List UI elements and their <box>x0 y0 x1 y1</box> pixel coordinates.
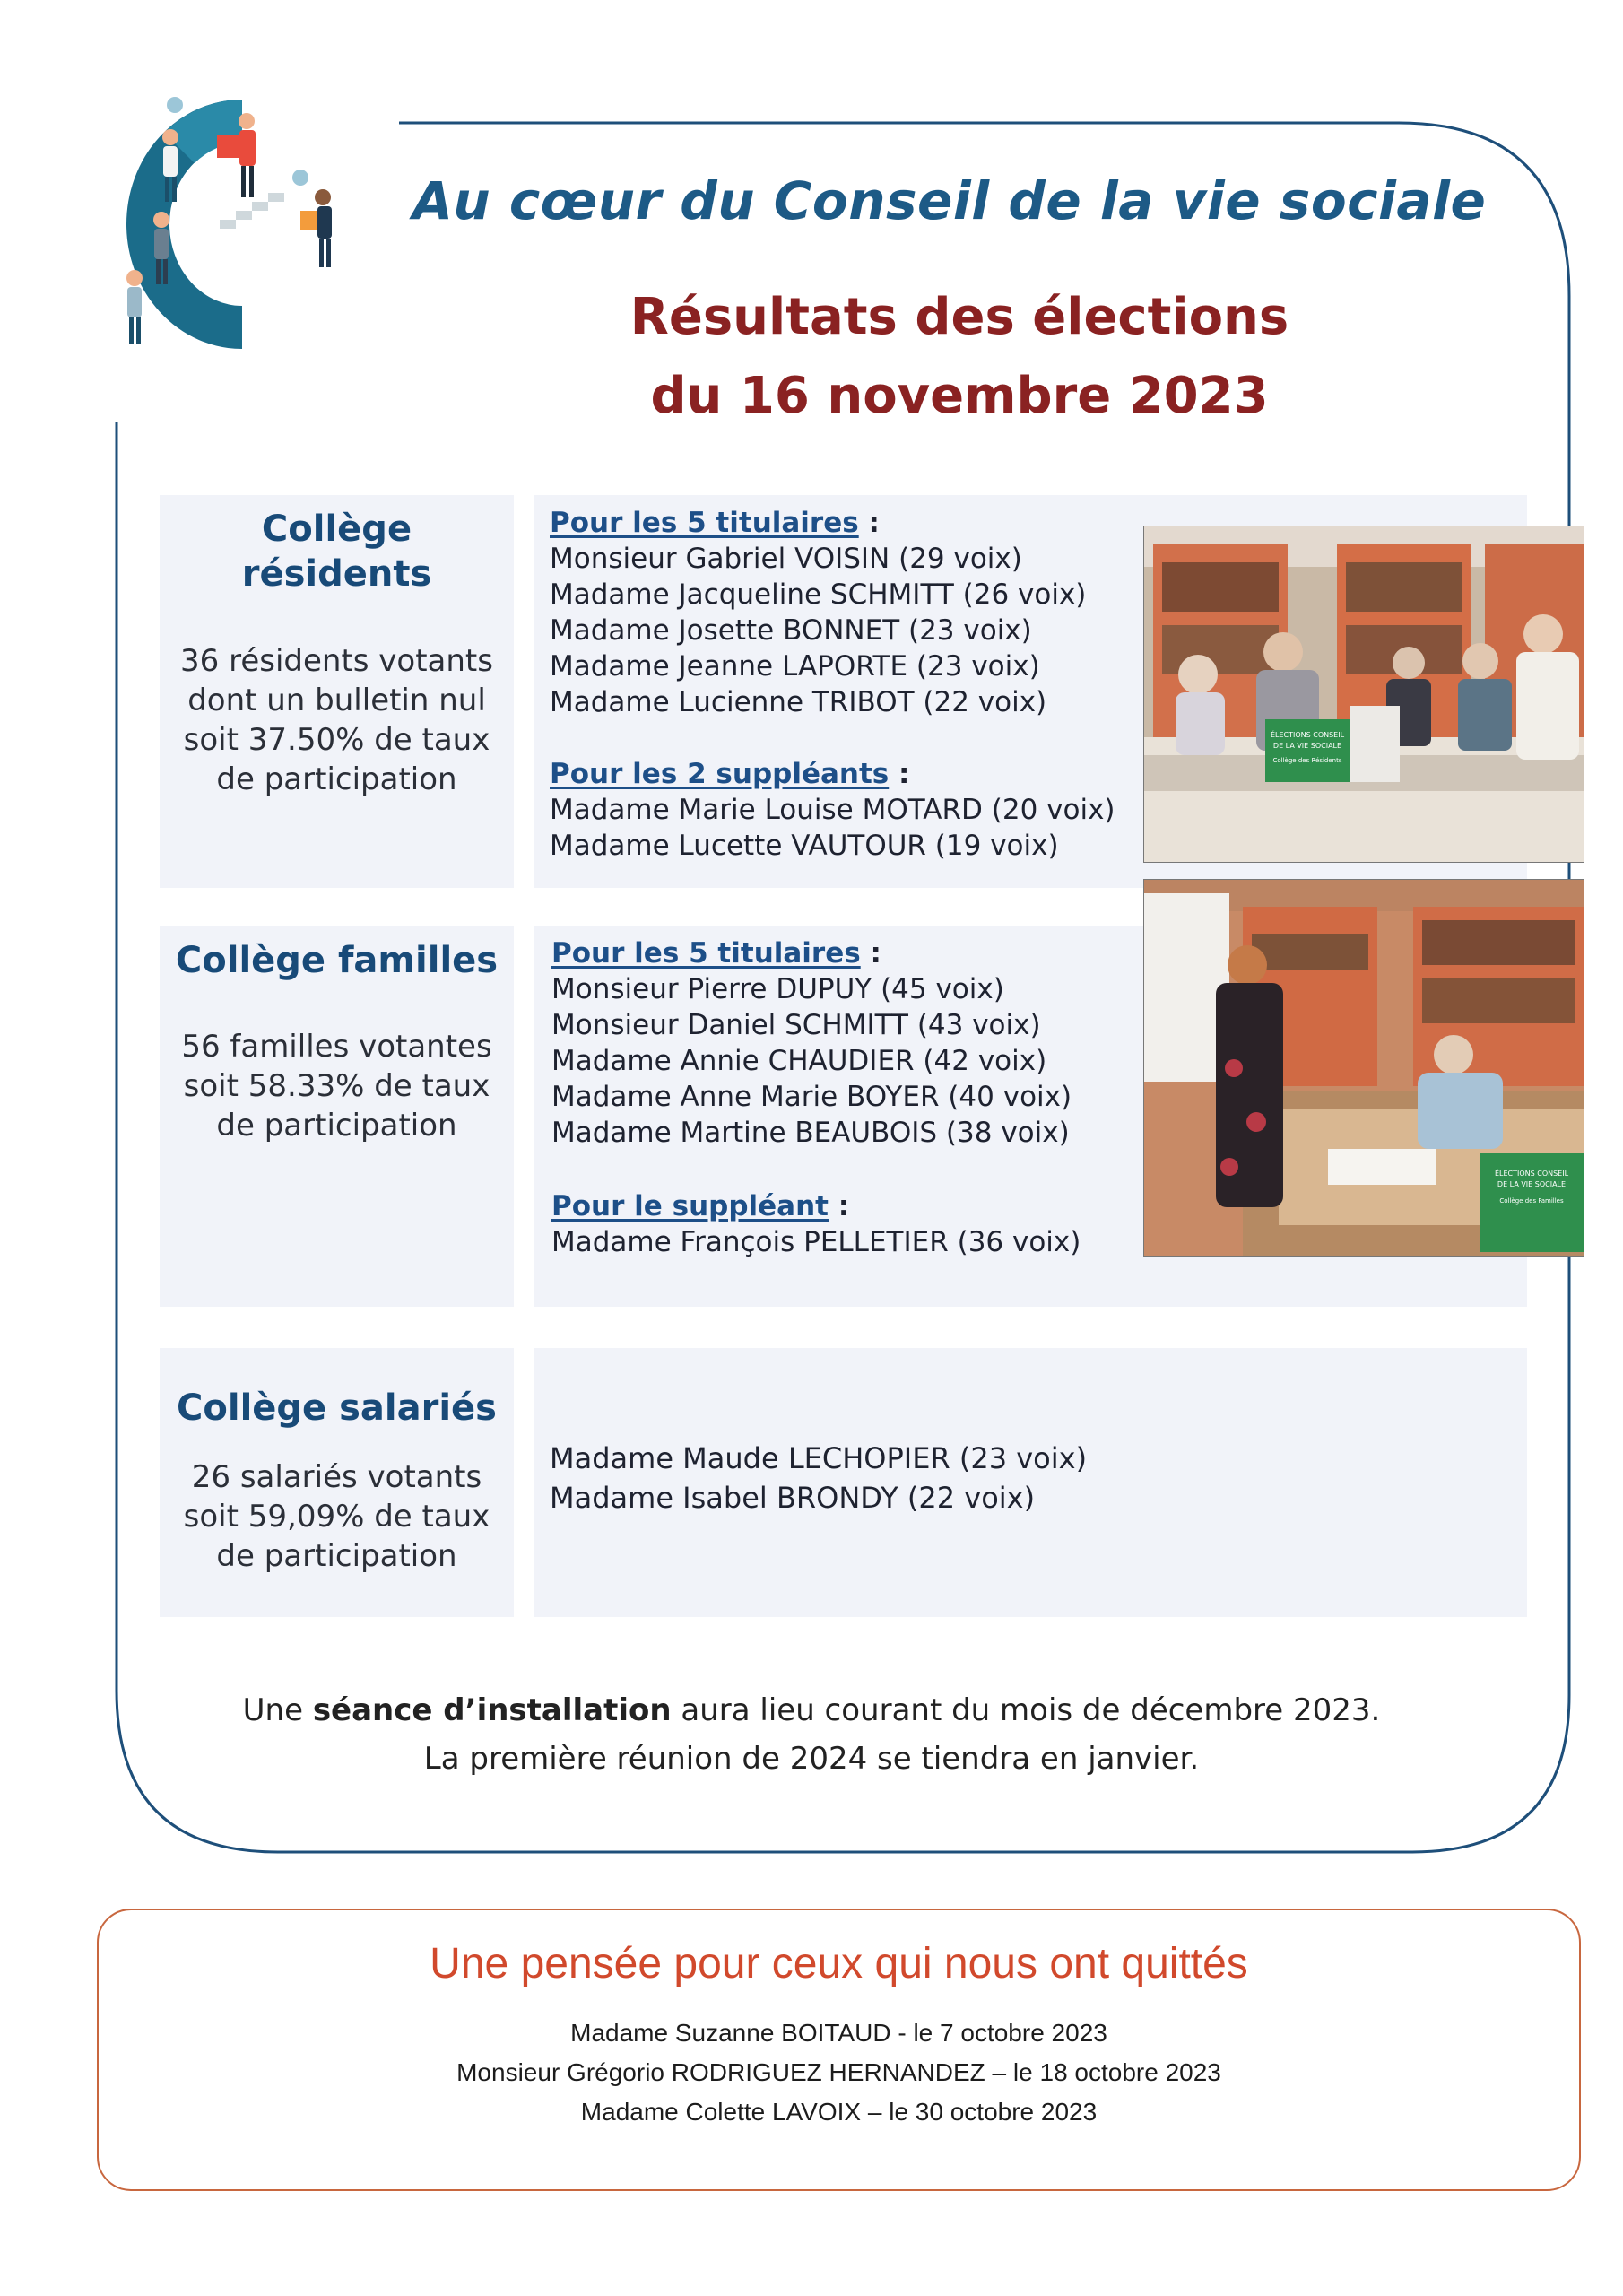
heading-label: Pour les 5 titulaires <box>551 937 861 970</box>
families-suppleant-heading <box>551 1188 1081 1224</box>
residents-titulaires-group <box>550 505 1086 720</box>
elected-member: Madame Marie Louise MOTARD (20 voix) <box>550 794 1115 826</box>
elected-member: Madame Jacqueline SCHMITT (26 voix) <box>550 578 1087 611</box>
stats-line: de participation <box>216 761 457 797</box>
residents-titulaires-heading <box>550 505 1086 541</box>
elected-member: Monsieur Daniel SCHMITT (43 voix) <box>551 1009 1041 1041</box>
separator: – <box>861 2098 890 2126</box>
results-heading-line1: Résultats des élections <box>629 288 1289 346</box>
results-heading-line2: du 16 novembre 2023 <box>650 367 1269 425</box>
announcement-line2: La première réunion de 2024 se tiendra en janvier. <box>423 1741 1200 1777</box>
deceased-date: le 18 octobre 2023 <box>1012 2058 1221 2086</box>
memorial-box <box>97 1909 1581 2191</box>
stats-line: soit 37.50% de taux <box>183 722 490 758</box>
announcement-text: Une <box>242 1692 313 1728</box>
residents-suppleants-heading <box>550 756 1115 792</box>
stats-line: 36 résidents votants <box>180 643 493 679</box>
memorial-entry <box>99 2013 1579 2053</box>
stats-line: soit 58.33% de taux <box>183 1068 490 1104</box>
ballot-box-sign-line: DE LA VIE SOCIALE <box>1272 742 1342 750</box>
residents-suppleants-group <box>550 756 1115 864</box>
elected-member: Madame Lucienne TRIBOT (22 voix) <box>550 686 1047 718</box>
elected-member: Madame Josette BONNET (23 voix) <box>550 614 1032 647</box>
memorial-entry <box>99 2053 1579 2092</box>
staff-elected-group <box>550 1439 1087 1518</box>
deceased-name: Monsieur Grégorio RODRIGUEZ HERNANDEZ <box>456 2058 985 2086</box>
elected-member: Madame François PELLETIER (36 voix) <box>551 1226 1081 1258</box>
photo-residents-voting <box>1143 526 1584 863</box>
families-suppleant-group <box>551 1188 1081 1260</box>
college-staff-stats <box>160 1457 514 1576</box>
elected-member: Madame Maude LECHOPIER (23 voix) <box>550 1441 1088 1475</box>
college-residents-title-line2: résidents <box>241 553 432 595</box>
separator: - <box>890 2019 914 2047</box>
memorial-entry <box>99 2092 1579 2132</box>
elected-member: Madame Anne Marie BOYER (40 voix) <box>551 1081 1072 1113</box>
separator: – <box>985 2058 1013 2086</box>
memorial-list <box>99 2013 1579 2132</box>
elected-member: Madame Jeanne LAPORTE (23 voix) <box>550 650 1040 683</box>
heading-suffix: : <box>858 507 880 539</box>
stats-line: dont un bulletin nul <box>187 683 486 718</box>
college-families-stats <box>160 1027 514 1145</box>
elected-member: Monsieur Gabriel VOISIN (29 voix) <box>550 543 1022 575</box>
ballot-box-sign-line: Collège des Familles <box>1499 1197 1564 1205</box>
college-residents-title-line1: Collège <box>261 509 412 550</box>
announcement-text: aura lieu courant du mois de décembre 2023. <box>671 1692 1381 1728</box>
deceased-date: le 7 octobre 2023 <box>913 2019 1107 2047</box>
heading-label: Pour les 5 titulaires <box>550 507 859 539</box>
announcement-bold: séance d’installation <box>312 1692 672 1728</box>
photo-residents-illustration <box>1144 526 1584 862</box>
ballot-box-sign-line: Collège des Résidents <box>1272 757 1342 764</box>
families-titulaires-heading <box>551 935 1072 971</box>
photo-families-illustration <box>1144 880 1584 1256</box>
deceased-name: Madame Suzanne BOITAUD <box>570 2019 891 2047</box>
families-titulaires-group <box>551 935 1072 1151</box>
memorial-title: Une pensée pour ceux qui nous ont quittés <box>430 1940 1248 1987</box>
heading-suffix: : <box>828 1190 850 1222</box>
elected-member: Madame Annie CHAUDIER (42 voix) <box>551 1045 1047 1077</box>
elected-member: Madame Martine BEAUBOIS (38 voix) <box>551 1117 1070 1149</box>
stats-line: de participation <box>216 1108 457 1144</box>
college-residents-title <box>160 507 514 596</box>
stats-line: 26 salariés votants <box>191 1459 482 1495</box>
ballot-box-sign-line: ÉLECTIONS CONSEIL <box>1270 731 1345 739</box>
heading-label: Pour le suppléant <box>551 1190 829 1222</box>
announcement-line1 <box>179 1686 1444 1735</box>
college-residents-stats <box>160 641 514 799</box>
installation-announcement <box>179 1686 1444 1783</box>
heading-suffix: : <box>889 758 910 790</box>
stats-line: 56 familles votantes <box>181 1029 492 1065</box>
ballot-box-sign-line: ÉLECTIONS CONSEIL <box>1494 1170 1569 1178</box>
newsletter-title: Au cœur du Conseil de la vie sociale <box>412 170 1487 231</box>
deceased-name: Madame Colette LAVOIX <box>580 2098 862 2126</box>
ballot-box-sign-line: DE LA VIE SOCIALE <box>1497 1180 1567 1188</box>
college-staff-title: Collège salariés <box>177 1387 497 1429</box>
deceased-date: le 30 octobre 2023 <box>889 2098 1098 2126</box>
cvs-logo-illustration <box>108 85 377 408</box>
college-families-title: Collège familles <box>175 940 499 981</box>
heading-label: Pour les 2 suppléants <box>550 758 890 790</box>
heading-suffix: : <box>860 937 881 970</box>
elected-member: Madame Lucette VAUTOUR (19 voix) <box>550 830 1059 862</box>
elected-member: Madame Isabel BRONDY (22 voix) <box>550 1481 1036 1515</box>
stats-line: soit 59,09% de taux <box>183 1499 490 1535</box>
stats-line: de participation <box>216 1538 457 1574</box>
elected-member: Monsieur Pierre DUPUY (45 voix) <box>551 973 1004 1005</box>
photo-families-voting <box>1143 879 1584 1257</box>
results-heading <box>592 278 1327 436</box>
